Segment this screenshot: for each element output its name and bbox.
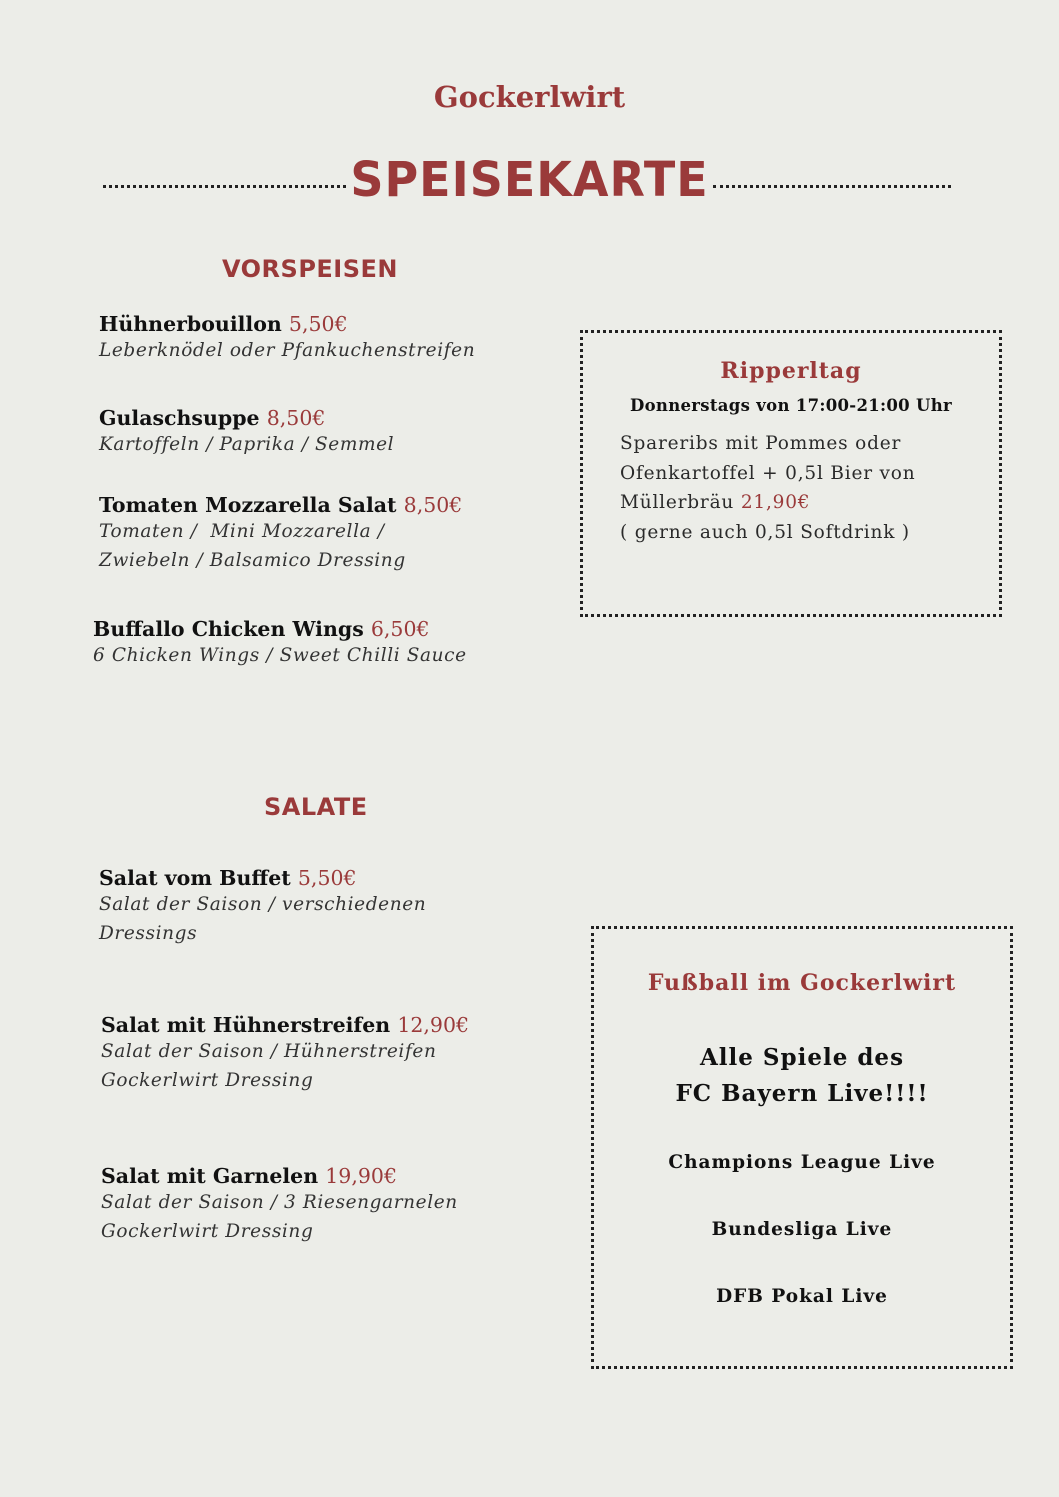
menu-item-price: 6,50€ — [370, 617, 430, 641]
menu-item-price: 19,90€ — [325, 1164, 397, 1188]
menu-item — [99, 312, 475, 365]
ripperltag-line: Spareribs mit Pommes oder — [620, 433, 902, 454]
section-heading-salate: SALATE — [264, 793, 368, 821]
ripperltag-line: Ofenkartoffel + 0,5l Bier von — [620, 462, 916, 484]
fussball-headline: Alle Spiele des — [699, 1044, 905, 1071]
menu-item-description: Salat der Saison / Hühnerstreifen — [101, 1041, 437, 1062]
menu-item-description: Zwiebeln / Balsamico Dressing — [99, 550, 406, 571]
menu-item-description: Dressings — [99, 923, 198, 944]
fussball-competition: Champions League Live — [668, 1152, 936, 1173]
menu-item — [99, 406, 394, 459]
menu-item — [101, 1013, 469, 1095]
menu-item-name: Salat vom Buffet 5,50€ — [99, 866, 357, 890]
fussball-box — [591, 926, 1013, 1369]
ripperltag-description — [620, 429, 999, 547]
menu-item — [93, 617, 467, 670]
fussball-competition: DFB Pokal Live — [716, 1286, 888, 1307]
menu-item-name: Salat mit Garnelen 19,90€ — [101, 1164, 397, 1188]
section-heading-vorspeisen: VORSPEISEN — [222, 255, 398, 283]
ripperltag-box — [580, 330, 1002, 617]
menu-item-description: Salat der Saison / verschiedenen — [99, 894, 427, 915]
page-title: SPEISEKARTE — [350, 150, 709, 208]
menu-item-description: Salat der Saison / 3 Riesengarnelen — [101, 1192, 458, 1213]
ripperltag-price: 21,90€ — [740, 492, 811, 513]
menu-item-description: Gockerlwirt Dressing — [101, 1070, 314, 1091]
fussball-title: Fußball im Gockerlwirt — [647, 970, 957, 996]
ripperltag-title: Ripperltag — [720, 358, 862, 384]
menu-item-name: Buffallo Chicken Wings 6,50€ — [93, 617, 430, 641]
menu-item-name: Salat mit Hühnerstreifen 12,90€ — [101, 1013, 470, 1037]
menu-item — [99, 866, 426, 948]
fussball-competition: Bundesliga Live — [711, 1219, 893, 1240]
menu-item-description: 6 Chicken Wings / Sweet Chilli Sauce — [93, 645, 467, 666]
menu-item-price: 8,50€ — [266, 406, 326, 430]
fussball-headline: FC Bayern Live!!!! — [675, 1080, 929, 1107]
menu-item-name: Hühnerbouillon 5,50€ — [99, 312, 348, 336]
title-divider-right — [713, 185, 951, 188]
ripperltag-line: Müllerbräu 21,90€ — [620, 492, 811, 513]
menu-item-price: 8,50€ — [403, 493, 463, 517]
restaurant-name: Gockerlwirt — [433, 80, 626, 114]
menu-item-price: 12,90€ — [397, 1013, 470, 1037]
menu-item-description: Gockerlwirt Dressing — [101, 1221, 314, 1242]
ripperltag-schedule: Donnerstags von 17:00-21:00 Uhr — [629, 396, 952, 415]
ripperltag-line: ( gerne auch 0,5l Softdrink ) — [620, 521, 910, 543]
menu-item-price: 5,50€ — [288, 312, 348, 336]
menu-item-name: Gulaschsuppe 8,50€ — [99, 406, 326, 430]
menu-item-description: Leberknödel oder Pfankuchenstreifen — [99, 340, 476, 361]
menu-item-description: Tomaten / Mini Mozzarella / — [99, 521, 385, 542]
menu-item-name: Tomaten Mozzarella Salat 8,50€ — [99, 493, 463, 517]
menu-item-price: 5,50€ — [297, 866, 357, 890]
menu-item — [99, 493, 462, 575]
menu-item-description: Kartoffeln / Paprika / Semmel — [99, 434, 395, 455]
menu-item — [101, 1164, 458, 1246]
